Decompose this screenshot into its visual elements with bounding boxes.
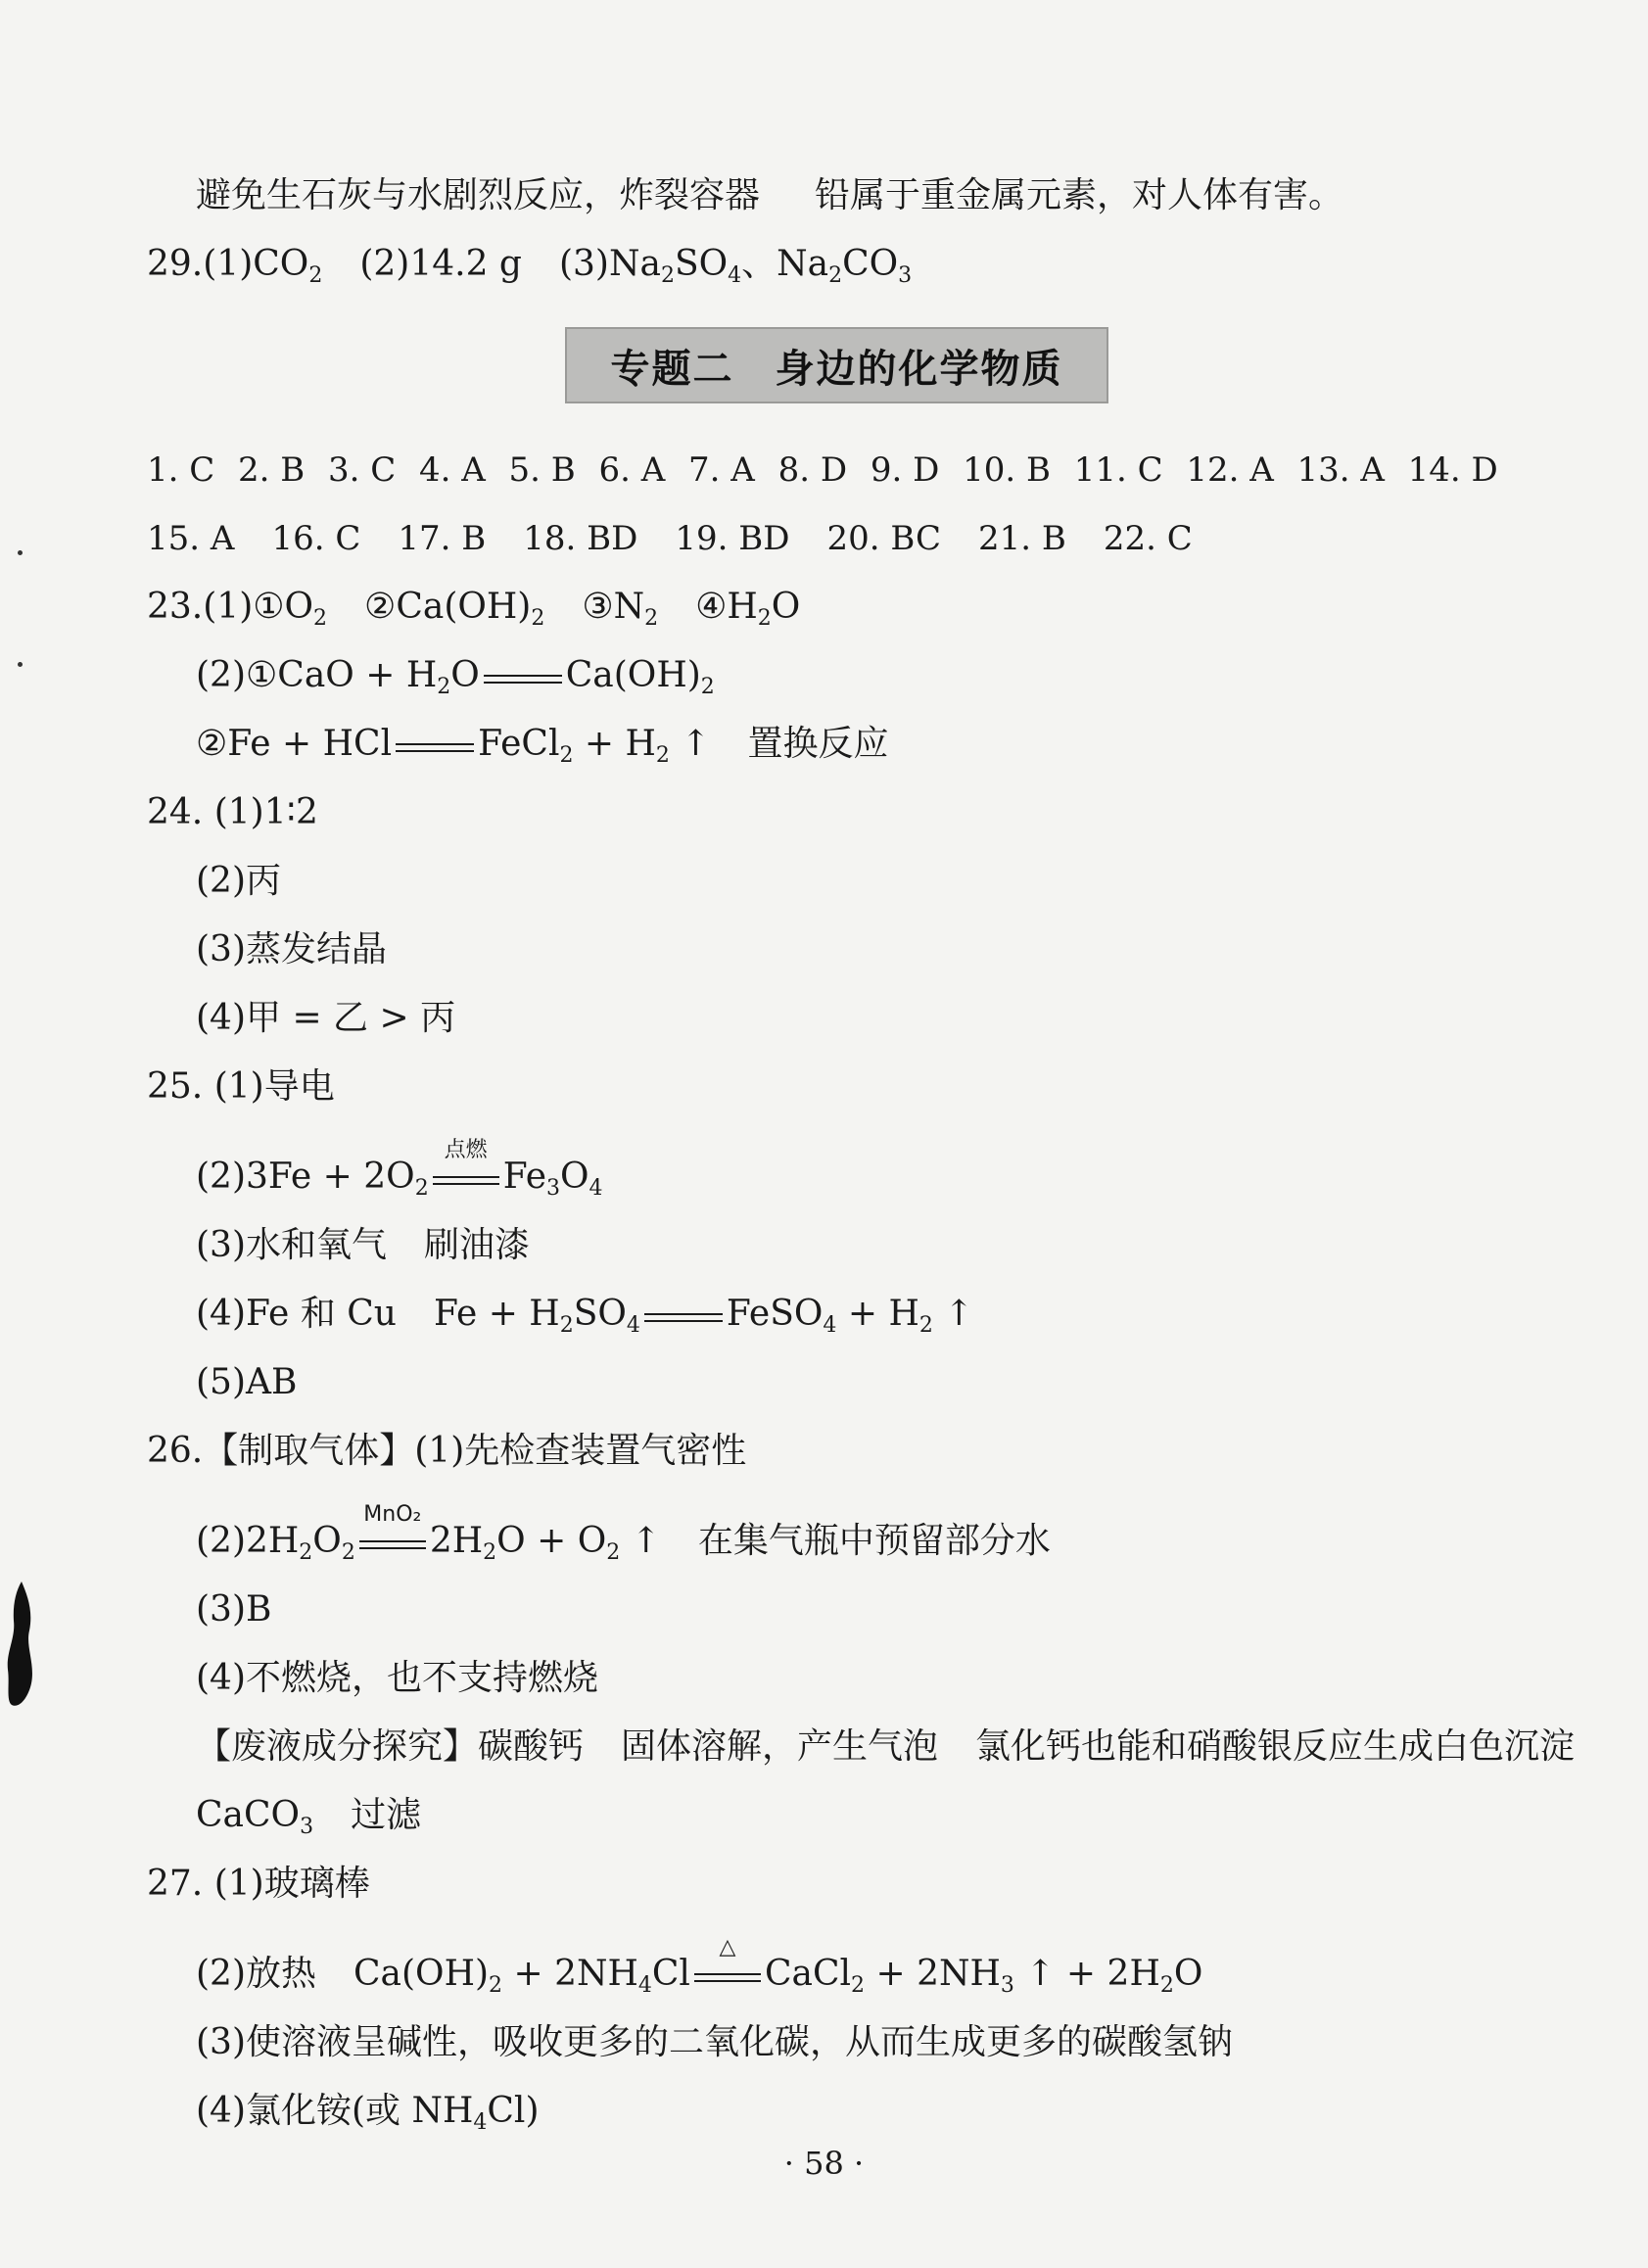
multiple-choice-row-2 — [147, 517, 1193, 560]
answer-part: CaCO — [196, 1795, 301, 1835]
subscript: 4 — [589, 1176, 603, 1201]
equation-part: + H — [573, 724, 656, 764]
answer-part: CO — [842, 244, 899, 284]
answer-24-part1: 24. (1)1∶2 — [147, 792, 318, 832]
equation-part: Ca(OH) — [353, 1954, 490, 1994]
answer-23-part2-eq1 — [196, 654, 715, 697]
mc-answer: 13. A — [1296, 450, 1385, 490]
answer-part: ③N — [582, 587, 645, 627]
mc-answer: 22. C — [1103, 519, 1193, 558]
answer-25-part4 — [196, 1293, 973, 1336]
answer-25-part2 — [196, 1138, 603, 1201]
equation-part: O — [312, 1521, 342, 1561]
answer-part: Cl) — [487, 2091, 540, 2131]
arrow-up: ↑ — [669, 724, 711, 764]
equation-part: (2)2H — [196, 1521, 300, 1561]
answer-26-part1: 26.【制取气体】(1)先检查装置气密性 — [147, 1431, 747, 1471]
subscript: 2 — [341, 1540, 355, 1565]
subscript: 2 — [644, 606, 659, 631]
equation-part: ②Fe + HCl — [196, 724, 393, 764]
answer-part: 在集气瓶中预留部分水 — [697, 1521, 1051, 1561]
answer-27-part3: (3)使溶液呈碱性，吸收更多的二氧化碳，从而生成更多的碳酸氢钠 — [196, 2022, 1233, 2062]
subscript: 2 — [531, 606, 545, 631]
subscript: 2 — [828, 263, 843, 288]
subscript: 2 — [414, 1176, 429, 1201]
reaction-condition: 点燃 — [444, 1138, 488, 1162]
mc-answer: 5. B — [508, 450, 576, 490]
answer-part: (1)CO — [203, 244, 309, 284]
answer-part: (2)放热 — [196, 1954, 316, 1994]
mc-answer: 8. D — [777, 450, 848, 490]
subscript: 4 — [637, 1973, 652, 1998]
arrow-up: ↑ — [620, 1521, 661, 1561]
equation-part: 2H — [429, 1521, 484, 1561]
equation-part: (2)3Fe + 2O — [196, 1157, 415, 1197]
answer-24-part2: (2)丙 — [196, 861, 281, 901]
scan-dot — [18, 662, 23, 667]
answer-part: 固体溶解，产生气泡 — [621, 1726, 939, 1767]
arrow-up: ↑ — [932, 1294, 974, 1334]
subscript: 2 — [483, 1540, 497, 1565]
answer-part: ④H — [695, 587, 758, 627]
subscript: 2 — [606, 1540, 621, 1565]
subscript: 2 — [437, 675, 451, 699]
answer-26-investigation-cont — [196, 1794, 421, 1837]
answer-continuation-line — [196, 174, 1343, 217]
mc-answer: 11. C — [1073, 450, 1163, 490]
answer-part: (4)Fe 和 Cu — [196, 1294, 397, 1334]
equation-part: O — [450, 655, 480, 695]
answer-29 — [147, 243, 912, 286]
mc-answer: 10. B — [963, 450, 1051, 490]
answer-24-part3: (3)蒸发结晶 — [196, 929, 387, 969]
subscript: 3 — [898, 263, 913, 288]
equation-part: FeCl — [478, 724, 560, 764]
answer-26-part3: (3)B — [196, 1589, 272, 1630]
page-number: · 58 · — [783, 2145, 865, 2182]
conditional-equals-sign — [431, 1138, 501, 1194]
subscript: 2 — [655, 743, 670, 768]
answer-part: (2)14.2 g — [359, 244, 522, 284]
equation-part: + 2NH — [502, 1954, 638, 1994]
subscript: 2 — [299, 1540, 313, 1565]
conditional-equals-sign — [357, 1502, 428, 1558]
subscript: 2 — [918, 1313, 933, 1338]
subscript: 2 — [313, 606, 328, 631]
answer-27-part1: 27. (1)玻璃棒 — [147, 1864, 370, 1904]
equation-part: O — [1173, 1954, 1203, 1994]
answer-27-part2 — [196, 1935, 1203, 1998]
equation-part: Cl — [651, 1954, 690, 1994]
subscript: 2 — [559, 1313, 574, 1338]
equation-part: + H — [836, 1294, 919, 1334]
answer-part: (3)水和氧气 — [196, 1225, 387, 1265]
answer-27-part4 — [196, 2090, 540, 2133]
answer-25-part1: 25. (1)导电 — [147, 1066, 335, 1107]
answer-part: 【废液成分探究】碳酸钙 — [196, 1726, 585, 1767]
subscript: 2 — [559, 743, 574, 768]
answer-25-part5: (5)AB — [196, 1362, 298, 1402]
subscript: 2 — [851, 1973, 866, 1998]
mc-answer: 6. A — [598, 450, 666, 490]
mc-answer: 7. A — [688, 450, 755, 490]
scan-dot — [18, 550, 23, 555]
subscript: 4 — [473, 2110, 488, 2135]
equation-part: ↑ + 2H — [1013, 1954, 1160, 1994]
answer-part: 过滤 — [351, 1795, 422, 1835]
answer-text: 铅属于重金属元素，对人体有害。 — [815, 175, 1344, 215]
answer-26-part4: (4)不燃烧，也不支持燃烧 — [196, 1658, 598, 1698]
answer-26-investigation — [196, 1725, 1575, 1769]
subscript: 3 — [300, 1815, 314, 1839]
conditional-equals-sign — [692, 1935, 763, 1991]
mc-answer: 1. C — [147, 450, 215, 490]
subscript: 4 — [823, 1313, 837, 1338]
subscript: 2 — [489, 1973, 503, 1998]
reaction-type: 置换反应 — [747, 724, 889, 764]
equation-part: (2)①CaO + H — [196, 655, 438, 695]
answer-part: O — [771, 587, 801, 627]
mc-answer: 12. A — [1186, 450, 1274, 490]
equation-part: Fe + H — [433, 1294, 560, 1334]
equals-sign — [642, 1301, 725, 1331]
answer-part: (1)①O — [203, 587, 314, 627]
answer-part: 、Na — [741, 244, 829, 284]
equation-part: O — [560, 1157, 589, 1197]
equation-part: Ca(OH) — [565, 655, 701, 695]
answer-part: (3)Na — [558, 244, 661, 284]
subscript: 4 — [626, 1313, 640, 1338]
answer-23-part2-eq2 — [196, 723, 889, 766]
mc-answer: 15. A — [147, 519, 235, 558]
subscript: 2 — [660, 263, 675, 288]
question-number: 23. — [147, 587, 204, 627]
multiple-choice-row-1 — [147, 449, 1498, 492]
mc-answer: 17. B — [398, 519, 487, 558]
answer-23-part1 — [147, 586, 800, 629]
mc-answer: 21. B — [977, 519, 1066, 558]
mc-answer: 14. D — [1407, 450, 1498, 490]
mc-answer: 4. A — [418, 450, 486, 490]
subscript: 2 — [1159, 1973, 1174, 1998]
subscript: 2 — [308, 263, 323, 288]
answer-part: 氯化钙也能和硝酸银反应生成白色沉淀 — [975, 1726, 1576, 1767]
ink-blot-mark — [4, 1582, 37, 1709]
reaction-condition: △ — [719, 1935, 736, 1960]
equation-part: + 2NH — [865, 1954, 1001, 1994]
equation-part: O + O — [496, 1521, 607, 1561]
answer-part: 刷油漆 — [424, 1225, 531, 1265]
answer-24-part4: (4)甲 = 乙 > 丙 — [196, 998, 456, 1038]
equation-part: FeSO — [726, 1294, 824, 1334]
mc-answer: 16. C — [271, 519, 361, 558]
section-title: 专题二 身边的化学物质 — [565, 327, 1108, 403]
answer-part: ②Ca(OH) — [364, 587, 532, 627]
answer-part: (4)氯化铵(或 NH — [196, 2091, 474, 2131]
equals-sign — [482, 663, 564, 692]
equation-part: Fe — [502, 1157, 547, 1197]
equation-part: CaCl — [764, 1954, 852, 1994]
mc-answer: 9. D — [870, 450, 940, 490]
subscript: 2 — [757, 606, 772, 631]
answer-25-part3 — [196, 1224, 530, 1267]
subscript: 2 — [700, 675, 715, 699]
reaction-condition: MnO₂ — [363, 1502, 422, 1527]
mc-answer: 18. BD — [523, 519, 638, 558]
mc-answer: 3. C — [327, 450, 397, 490]
answer-26-part2 — [196, 1502, 1051, 1565]
answer-text: 避免生石灰与水剧烈反应，炸裂容器 — [196, 175, 761, 215]
subscript: 3 — [1000, 1973, 1014, 1998]
question-number: 29. — [147, 244, 204, 284]
answer-part: SO — [674, 244, 729, 284]
equals-sign — [394, 732, 476, 761]
equation-part: SO — [573, 1294, 627, 1334]
subscript: 4 — [728, 263, 742, 288]
subscript: 3 — [546, 1176, 561, 1201]
mc-answer: 20. BC — [826, 519, 941, 558]
mc-answer: 2. B — [238, 450, 306, 490]
mc-answer: 19. BD — [675, 519, 790, 558]
